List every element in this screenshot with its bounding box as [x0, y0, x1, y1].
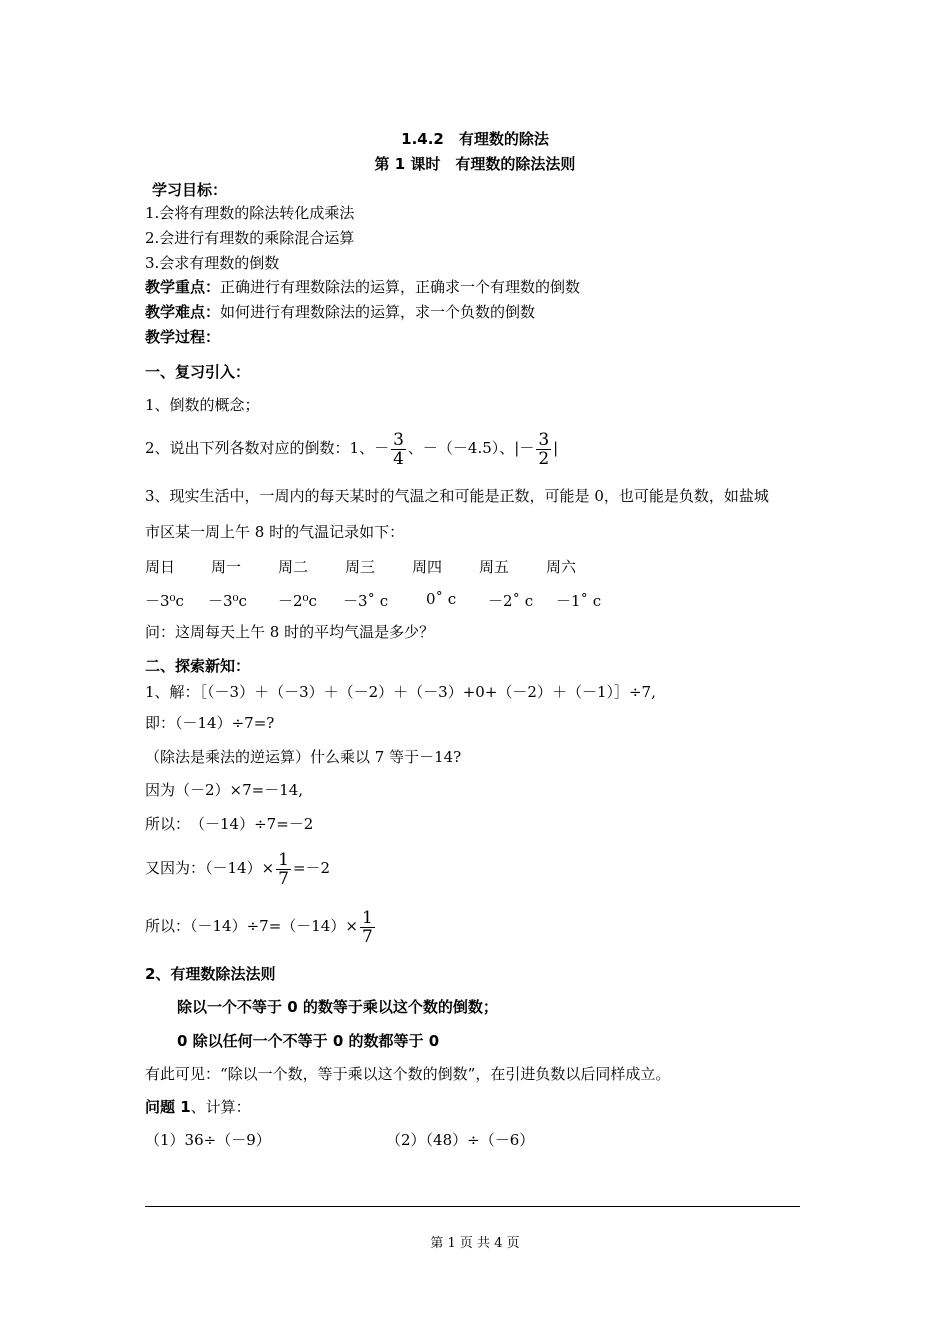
temperature: 0˚ c — [426, 590, 457, 608]
section2-heading: 二、探索新知： — [145, 657, 251, 675]
difficulty — [145, 302, 535, 322]
fraction-three-halves — [536, 431, 551, 468]
weekday: 周五 — [479, 558, 510, 576]
section1-item1: 1、倒数的概念； — [145, 396, 260, 414]
section1-item2 — [145, 428, 558, 468]
key-point-label: 教学重点： — [145, 278, 221, 296]
section2-line4: 因为（－2）×7=－14, — [145, 781, 304, 799]
section2-line5: 所以： （－14）÷7=－2 — [145, 815, 314, 833]
section2-line1: 1、解：［（－3）＋（－3）＋（－2）＋（－3）+0+（－2）＋（－1）］÷7, — [145, 683, 656, 701]
weekday: 周一 — [211, 558, 242, 576]
difficulty-label: 教学难点： — [145, 303, 221, 321]
temperature: －2⁰c — [278, 592, 317, 610]
fraction-denominator: 7 — [278, 868, 289, 889]
weekday: 周二 — [278, 558, 309, 576]
item2-middle: 、－（－4.5）、|－ — [407, 439, 535, 457]
fraction-numerator: 1 — [278, 849, 289, 870]
item2-prefix: 2、说出下列各数对应的倒数：1、－ — [145, 439, 390, 457]
footer-divider — [145, 1206, 800, 1207]
fraction-denominator: 2 — [538, 448, 550, 469]
objective-item-3: 3.会求有理数的倒数 — [145, 254, 280, 272]
key-point-text: 正确进行有理数除法的运算，正确求一个有理数的倒数 — [220, 278, 581, 296]
problem-1 — [145, 1097, 251, 1117]
page-number: 第 1 页 共 4 页 — [430, 1236, 520, 1251]
fraction-numerator: 3 — [538, 429, 550, 450]
problem-part-1: （1）36÷（－9） — [145, 1131, 271, 1149]
line7-prefix: 所以：（－14）÷7=（－14）× — [145, 917, 358, 935]
difficulty-text: 如何进行有理数除法的运算，求一个负数的倒数 — [220, 303, 536, 321]
line6-prefix: 又因为：（－14）× — [145, 859, 275, 877]
weekday: 周三 — [345, 558, 376, 576]
problem-part-2: （2）（48）÷（－6） — [386, 1131, 535, 1149]
page-title: 1.4.2 有理数的除法 — [401, 130, 549, 148]
weekday: 周六 — [546, 558, 577, 576]
line6-suffix: =－2 — [292, 859, 331, 877]
problem-label: 问题 1 — [145, 1098, 191, 1116]
temperature: －3˚ c — [343, 592, 389, 610]
section2-line6 — [145, 848, 330, 888]
rule-1: 除以一个不等于 0 的数等于乘以这个数的倒数； — [177, 998, 498, 1016]
fraction-one-seventh — [276, 851, 291, 888]
fraction-numerator: 3 — [393, 429, 404, 450]
fraction-denominator: 7 — [361, 926, 373, 947]
temperature: －3⁰c — [208, 592, 247, 610]
section1-question: 问：这周每天上午 8 时的平均气温是多少？ — [145, 623, 435, 641]
section2-line2: 即：（－14）÷7=? — [145, 714, 275, 732]
rule-heading-text: 2、有理数除法法则 — [145, 965, 276, 983]
item2-suffix: | — [553, 439, 559, 457]
weekday: 周日 — [145, 558, 176, 576]
section2-line3: （除法是乘法的逆运算）什么乘以 7 等于－14? — [145, 748, 462, 766]
weekday: 周四 — [412, 558, 443, 576]
fraction-three-quarters — [391, 431, 406, 468]
objective-item-2: 2.会进行有理数的乘除混合运算 — [145, 229, 355, 247]
objective-item-1: 1.会将有理数的除法转化成乘法 — [145, 204, 355, 222]
process-heading: 教学过程： — [145, 328, 221, 346]
section1-item3-line1: 3、现实生活中，一周内的每天某时的气温之和可能是正数，可能是 0，也可能是负数，如盐城 — [145, 487, 769, 505]
section1-heading: 一、复习引入： — [145, 363, 251, 381]
temperature: －1˚ c — [556, 592, 602, 610]
rule-2: 0 除以任何一个不等于 0 的数都等于 0 — [177, 1032, 440, 1050]
objectives-heading: 学习目标： — [152, 181, 228, 199]
fraction-denominator: 4 — [393, 448, 404, 469]
key-point — [145, 277, 580, 297]
section2-line7 — [145, 906, 377, 946]
rule-heading — [145, 964, 275, 984]
problem-text: 、计算： — [190, 1098, 251, 1116]
page-subtitle: 第 1 课时 有理数的除法法则 — [374, 155, 576, 173]
section1-item3-line2: 市区某一周上午 8 时的气温记录如下： — [145, 523, 405, 541]
fraction-one-seventh — [360, 909, 375, 946]
temperature: －2˚ c — [488, 592, 534, 610]
fraction-numerator: 1 — [361, 907, 373, 928]
temperature: －3⁰c — [145, 592, 184, 610]
conclusion: 有此可见：“除以一个数，等于乘以这个数的倒数”，在引进负数以后同样成立。 — [145, 1065, 671, 1083]
